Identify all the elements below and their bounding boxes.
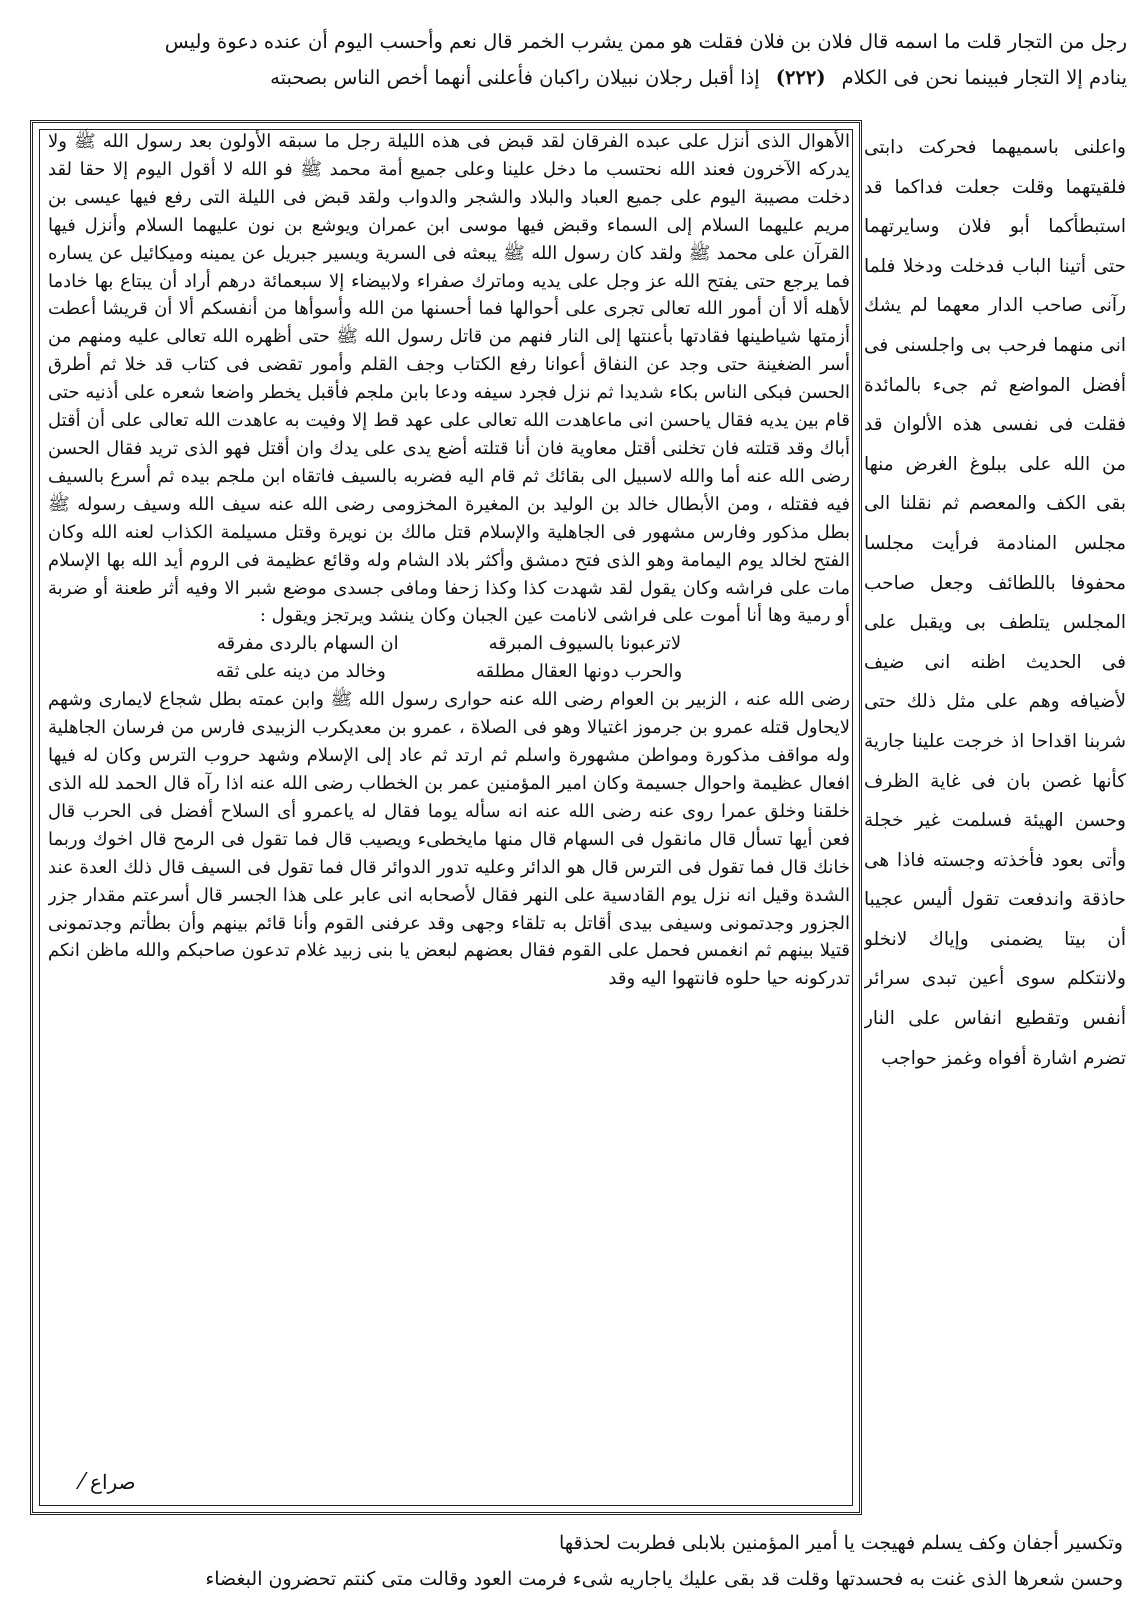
header-line-2 [18, 60, 1127, 96]
header-line-2-end: إذا أقبل رجلان نبيلان راكبان فأعلنى أنهما أخص الناس بصحبته [270, 66, 760, 89]
verse-hemistich: لاترعبونا بالسيوف المبرقه [488, 633, 682, 655]
footer-line-1: وتكسير أجفان وكف يسلم فهيجت يا أمير المؤمنين بلابلى فطربت لحذقها [559, 1532, 1123, 1554]
page-footer [18, 1525, 1123, 1597]
main-text-column [48, 128, 850, 1508]
marginal-stroke-icon: ⁄ [80, 1470, 84, 1495]
footer-line-2: وحسن شعرها الذى غنت به فحسدتها وقلت قد بقى عليك ياجاريه شىء فرمت العود وقالت متى كنتم تحضرون البغضاء [205, 1568, 1123, 1590]
verse-hemistich: ان السهام بالردى مفرقه [216, 633, 399, 655]
margin-paragraph: واعلنى باسميهما فحركت دابتى فلقيتهما وقلت جعلت فداكما قد استبطأكما أبو فلان وسايرتهما حتى أتينا الباب فدخلت ودخلا فلما رآنى صاحب الدار معهما لم يشك انى منهما فرحب بى واجلسنى فى أفضل المواضع ثم جىء بالمائدة فقلت فى نفسى هذه الألوان قد من الله على ببلوغ الغرض منها بقى الكف والمعصم ثم نقلنا الى مجلس المنادمة فرأيت مجلسا محفوفا باللطائف وجعل صاحب المجلس يتلطف بى ويقبل على فى الحديث اظنه انى ضيف لأضيافه وهم على مثل ذلك حتى شربنا اقداحا اذ خرجت علينا جارية كأنها غصن بان فى غاية الظرف وحسن الهيئة فسلمت غير خجلة وأتى بعود فأخذته وجسته فاذا هى حاذقة واندفعت تقول أليس عجيبا أن بيتا يضمنى وإياك لانخلو ولانتكلم سوى أعين تبدى سرائر أنفس وتقطيع انفاس على النار تضرم اشارة أفواه وغمز حواجب [864, 137, 1126, 1069]
page-number: (٢٢٢) [775, 66, 826, 89]
verse-line-1 [48, 630, 850, 658]
marginal-note-text: صراع [90, 1470, 136, 1494]
header-line-2-start: ينادم إلا التجار فبينما نحن فى الكلام [841, 66, 1127, 89]
header-line-1: رجل من التجار قلت ما اسمه قال فلان بن فلان فقلت هو ممن يشرب الخمر قال نعم وأحسب اليوم أن عنده دعوة وليس [164, 30, 1127, 53]
page-header [18, 24, 1127, 96]
verse-line-2 [48, 658, 850, 686]
verse-hemistich: والحرب دونها العقال مطلقه [475, 661, 683, 683]
main-paragraph-continued: رضى الله عنه ، الزبير بن العوام رضى الله عنه حوارى رسول الله ﷺ وابن عمته بطل شجاع لايمارى وشهم لايحاول قتله عمرو بن جرموز اغتيالا وهو فى الصلاة ، عمرو بن معديكرب الزبيدى فارس من فرسان الجاهلية وله مواقف مذكورة ومواطن مشهورة واسلم ثم ارتد ثم عاد إلى الإسلام وشهد حروب الترس وكان له فيها افعال عظيمة واحوال جسيمة وكان امير المؤمنين عمر بن الخطاب رضى الله عنه اذا رآه قال الحمد لله الذى خلقنا وخلق عمرا روى عنه رضى الله عنه انه سأله يوما فقال له ياعمرو أى السلاح أفضل فى الحرب قال فعن أيها تسأل قال مانقول فى السهام قال منها مايخطىء ويصيب قال فما تقول فى الرمح قال اخوك وربما خانك قال فما تقول فى الترس قال هو الدائر وعليه تدور الدوائر قال فما تقول فى السيف قال ذلك العدة عند الشدة وقيل انه نزل يوم القادسية على النهر فقال لأصحابه انى عابر على هذا الجسر قال أسرعتم مقدار جزر الجزور وجدتمونى وسيفى بيدى أقاتل به تلقاء وجهى وقد عرفنى القوم وأنا قائم بينهم وأن بطأتم وجدتمونى قتيلا بينهم ثم انغمس فحمل على القوم فقال بعضهم لبعض يا بنى زبيد غلام تدعون صاحبكم والله ماظن انكم تدركونه حيا حلوه فانتهوا اليه وقد [48, 689, 850, 990]
main-paragraph: الأهوال الذى أنزل على عبده الفرقان لقد قبض فى هذه الليلة رجل ما سبقه الأولون بعد رسول الله ﷺ ولا يدركه الآخرون فعند الله نحتسب ما دخل علينا وعلى جميع أمة محمد ﷺ فو الله لا أقول اليوم إلا حقا لقد دخلت مصيبة اليوم على جميع العباد والبلاد والشجر والدواب ولقد قبض فى الليلة التى رفع فيها عيسى بن مريم عليهما السلام إلى السماء وقبض فيها موسى ابن عمران ويوشع بن نون عليهما السلام وأنزل فيها القرآن على محمد ﷺ ولقد كان رسول الله ﷺ يبعثه فى السرية ويسير جبريل عن يمينه وميكائيل عن يساره فما يرجع حتى يفتح الله عز وجل على يديه وماترك صفراء ولابيضاء إلا سبعمائة درهم أراد أن يبتاع بها خادما لأهله ألا أن أمور الله تعالى تجرى على أحوالها فما أحسنها من الله وأسوأها من أنفسكم ألا أن قريشا أعطت أزمتها شياطينها فقادتها بأعنتها إلى النار فنهم من قاتل رسول الله ﷺ حتى أظهره الله تعالى عليه ومنهم من أسر الضغينة حتى وجد عن النفاق أعوانا رفع الكتاب وجف القلم وأمور تقضى فى كتاب قد خلا ثم أطرق الحسن فبكى الناس بكاء شديدا ثم نزل فجرد سيفه ودعا بابن ملجم فأقبل يخطر واضعا شعره على أذنيه حتى قام بين يديه فقال ياحسن انى ماعاهدت الله تعالى على عهد قط إلا وفيت به عاهدت الله تعالى على أن أقتل أباك وقد قتلته فان تخلنى أقتل معاوية فان أنا قتلته أضع يدى على يدك وان أقتل فهو الذى تريد فقال الحسن رضى الله عنه أما والله لاسبيل الى بقائك ثم قام اليه فضربه بالسيف فاتقاه ابن ملجم بيده ثم أسرع بالسيف فيه فقتله ، ومن الأبطال خالد بن الوليد بن المغيرة المخزومى رضى الله عنه سيف الله وسيف رسوله ﷺ بطل مذكور وفارس مشهور فى الجاهلية والإسلام قتل مالك بن نويرة وقتل مسيلمة الكذاب لعنه الله وكان الفتح لخالد يوم اليمامة وهو الذى فتح دمشق وأكثر بلاد الشام وله وقائع عظيمة فى الروم أيد الله بها الإسلام مات على فراشه وكان يقول لقد شهدت كذا وكذا زحفا ومافى جسدى موضع شبر الا وفيه أثر طعنة أو ضربة أو رمية وها أنا أموت على فراشى لانامت عين الجبان وكان ينشد ويرتجز ويقول : [48, 131, 850, 627]
verse-hemistich: وخالد من دينه على ثقه [215, 661, 386, 683]
margin-text-column [864, 128, 1126, 1508]
marginal-note [80, 1470, 136, 1495]
